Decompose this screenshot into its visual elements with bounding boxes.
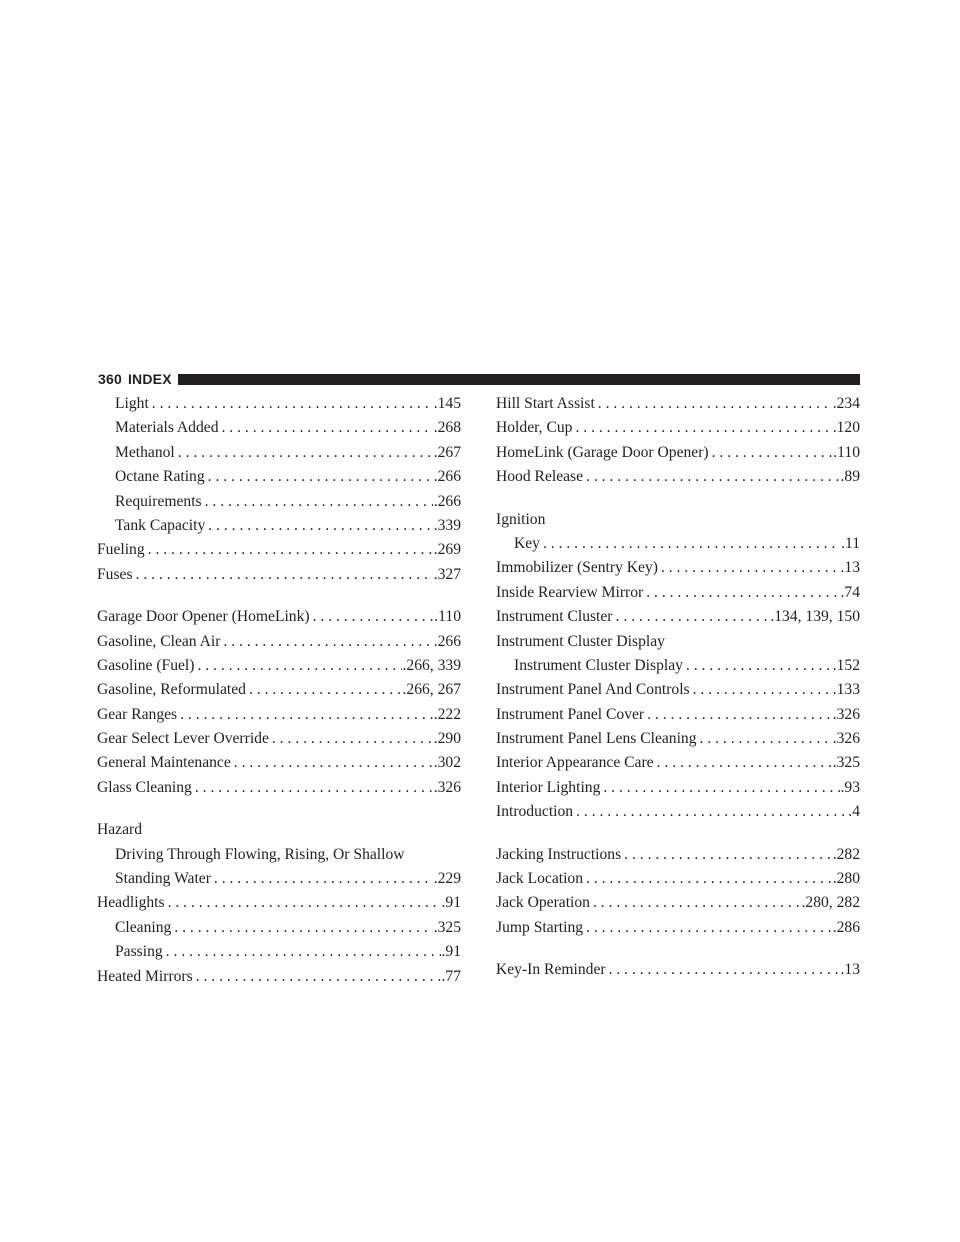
entry-page-ref: .282 bbox=[832, 845, 860, 863]
index-entry bbox=[496, 556, 860, 580]
entry-page-ref: .286 bbox=[832, 918, 860, 936]
entry-text: Inside Rearview Mirror bbox=[496, 583, 644, 601]
entry-text: Fuses bbox=[97, 565, 133, 583]
page-header bbox=[98, 371, 860, 387]
index-entry bbox=[97, 776, 461, 800]
index-entry bbox=[496, 581, 860, 605]
entry-page-ref: .120 bbox=[832, 419, 860, 437]
entry-page-ref: .91 bbox=[441, 943, 461, 961]
entry-text: Hazard bbox=[97, 821, 143, 839]
entry-text: HomeLink (Garage Door Opener) bbox=[496, 443, 709, 461]
entry-text: Jack Operation bbox=[496, 894, 590, 912]
index-entry bbox=[97, 630, 461, 654]
entry-page-ref: .229 bbox=[433, 870, 461, 888]
entry-page-ref: .266, 339 bbox=[402, 656, 461, 674]
index-entry bbox=[496, 776, 860, 800]
dot-leader bbox=[197, 654, 401, 678]
entry-page-ref: .13 bbox=[840, 559, 860, 577]
index-subentry bbox=[97, 867, 461, 891]
entry-text: Interior Appearance Care bbox=[496, 754, 654, 772]
index-entry bbox=[97, 703, 461, 727]
entry-text: Materials Added bbox=[115, 419, 219, 437]
entry-text: Jump Starting bbox=[496, 918, 584, 936]
entry-page-ref: .91 bbox=[441, 894, 461, 912]
entry-text: Gear Select Lever Override bbox=[97, 730, 269, 748]
dot-leader bbox=[624, 843, 832, 867]
entry-page-ref: .269 bbox=[433, 541, 461, 559]
entry-text: Key-In Reminder bbox=[496, 961, 606, 979]
dot-leader bbox=[195, 776, 433, 800]
dot-leader bbox=[657, 751, 832, 775]
entry-page-ref: .325 bbox=[433, 918, 461, 936]
entry-text: Gasoline, Reformulated bbox=[97, 681, 246, 699]
entry-text: Jack Location bbox=[496, 870, 584, 888]
entry-text: Glass Cleaning bbox=[97, 778, 192, 796]
index-subentry bbox=[97, 416, 461, 440]
index-subentry bbox=[97, 916, 461, 940]
index-subentry bbox=[97, 392, 461, 416]
index-column-left bbox=[97, 392, 461, 989]
index-entry bbox=[496, 916, 860, 940]
entry-text: Garage Door Opener (HomeLink) bbox=[97, 608, 310, 626]
dot-leader bbox=[575, 416, 831, 440]
entry-page-ref: .89 bbox=[840, 468, 860, 486]
dot-leader bbox=[686, 654, 832, 678]
entry-text: Gasoline (Fuel) bbox=[97, 656, 195, 674]
index-entry bbox=[496, 441, 860, 465]
entry-text: Passing bbox=[115, 943, 163, 961]
entry-page-ref: .145 bbox=[433, 395, 461, 412]
index-entry bbox=[496, 751, 860, 775]
dot-leader bbox=[712, 441, 833, 465]
index-subentry bbox=[496, 654, 860, 678]
index-entry bbox=[496, 605, 860, 629]
entry-text: Instrument Cluster Display bbox=[496, 632, 665, 650]
dot-leader bbox=[234, 751, 433, 775]
index-entry bbox=[496, 630, 860, 654]
entry-text: Key bbox=[514, 534, 540, 552]
dot-leader bbox=[313, 605, 434, 629]
section-title: INDEX bbox=[127, 371, 172, 387]
index-subentry bbox=[97, 514, 461, 538]
dot-leader bbox=[272, 727, 433, 751]
entry-page-ref: .234 bbox=[832, 395, 860, 412]
entry-text: Headlights bbox=[97, 894, 165, 912]
entry-page-ref: .133 bbox=[832, 681, 860, 699]
dot-leader bbox=[598, 392, 832, 416]
dot-leader bbox=[586, 465, 839, 489]
index-subentry bbox=[97, 441, 461, 465]
dot-leader bbox=[647, 703, 832, 727]
index-entry bbox=[496, 800, 860, 824]
entry-text: Ignition bbox=[496, 510, 546, 528]
entry-page-ref: .152 bbox=[832, 656, 860, 674]
dot-leader bbox=[223, 630, 432, 654]
dot-leader bbox=[700, 727, 832, 751]
dot-leader bbox=[586, 867, 832, 891]
entry-text: Introduction bbox=[496, 803, 574, 821]
dot-leader bbox=[205, 490, 433, 514]
index-subentry bbox=[97, 465, 461, 489]
dot-leader bbox=[168, 891, 441, 915]
dot-leader bbox=[222, 416, 433, 440]
dot-leader bbox=[174, 916, 432, 940]
entry-text: Gear Ranges bbox=[97, 705, 178, 723]
entry-page-ref: .77 bbox=[441, 967, 461, 985]
dot-leader bbox=[543, 532, 840, 556]
dot-leader bbox=[152, 392, 433, 416]
entry-page-ref: .325 bbox=[832, 754, 860, 772]
dot-leader bbox=[214, 867, 433, 891]
entry-text: Instrument Panel Cover bbox=[496, 705, 645, 723]
entry-page-ref: .339 bbox=[433, 516, 461, 534]
page-number: 360 bbox=[98, 371, 122, 387]
index-subentry bbox=[496, 532, 860, 556]
section-gap bbox=[97, 587, 461, 605]
entry-text: Interior Lighting bbox=[496, 778, 601, 796]
index-entry bbox=[496, 843, 860, 867]
index-subentry bbox=[97, 843, 461, 867]
entry-text: Jacking Instructions bbox=[496, 845, 622, 863]
section-gap bbox=[97, 800, 461, 818]
index-entry bbox=[496, 416, 860, 440]
dot-leader bbox=[178, 441, 433, 465]
dot-leader bbox=[148, 538, 433, 562]
entry-text: Instrument Cluster bbox=[496, 608, 613, 626]
entry-text: Gasoline, Clean Air bbox=[97, 632, 221, 650]
index-entry bbox=[97, 727, 461, 751]
dot-leader bbox=[249, 678, 402, 702]
section-gap bbox=[496, 490, 860, 508]
entry-page-ref: .266 bbox=[433, 632, 461, 650]
entry-text: General Maintenance bbox=[97, 754, 231, 772]
dot-leader bbox=[661, 556, 840, 580]
index-entry bbox=[496, 678, 860, 702]
entry-text: Cleaning bbox=[115, 918, 172, 936]
entry-page-ref: .326 bbox=[832, 705, 860, 723]
entry-text: Immobilizer (Sentry Key) bbox=[496, 559, 658, 577]
index-entry bbox=[97, 538, 461, 562]
index-subentry bbox=[97, 490, 461, 514]
entry-text: Light bbox=[115, 395, 149, 412]
entry-page-ref: .268 bbox=[433, 419, 461, 437]
index-column-right bbox=[496, 392, 860, 983]
index-entry bbox=[496, 727, 860, 751]
dot-leader bbox=[136, 563, 433, 587]
index-entry bbox=[97, 751, 461, 775]
entry-page-ref: .266 bbox=[433, 492, 461, 510]
entry-text: Hill Start Assist bbox=[496, 395, 595, 412]
entry-text: Hood Release bbox=[496, 468, 584, 486]
entry-page-ref: .290 bbox=[433, 730, 461, 748]
index-entry bbox=[97, 965, 461, 989]
index-entry bbox=[97, 678, 461, 702]
index-entry bbox=[97, 563, 461, 587]
entry-text: Driving Through Flowing, Rising, Or Shallow bbox=[115, 845, 405, 863]
entry-text: Tank Capacity bbox=[115, 516, 206, 534]
entry-text: Instrument Panel Lens Cleaning bbox=[496, 730, 697, 748]
entry-text: Methanol bbox=[115, 443, 175, 461]
dot-leader bbox=[593, 891, 801, 915]
entry-page-ref: .266, 267 bbox=[402, 681, 461, 699]
index-entry bbox=[496, 703, 860, 727]
entry-page-ref: .280, 282 bbox=[801, 894, 860, 912]
index-entry bbox=[496, 465, 860, 489]
entry-page-ref: .11 bbox=[841, 534, 860, 552]
dot-leader bbox=[603, 776, 839, 800]
index-entry bbox=[496, 508, 860, 532]
dot-leader bbox=[208, 514, 432, 538]
index-entry bbox=[496, 891, 860, 915]
index-entry bbox=[496, 867, 860, 891]
entry-page-ref: .280 bbox=[832, 870, 860, 888]
dot-leader bbox=[576, 800, 847, 824]
dot-leader bbox=[646, 581, 839, 605]
entry-text: Holder, Cup bbox=[496, 419, 573, 437]
entry-text: Octane Rating bbox=[115, 468, 205, 486]
entry-page-ref: .267 bbox=[433, 443, 461, 461]
entry-text: Fueling bbox=[97, 541, 145, 559]
entry-text: Heated Mirrors bbox=[97, 967, 193, 985]
entry-page-ref: .110 bbox=[833, 443, 860, 461]
section-gap bbox=[496, 940, 860, 958]
entry-text: Instrument Cluster Display bbox=[514, 656, 683, 674]
entry-page-ref: .327 bbox=[433, 565, 461, 583]
index-entry bbox=[496, 958, 860, 982]
entry-page-ref: .74 bbox=[840, 583, 860, 601]
entry-page-ref: .326 bbox=[832, 730, 860, 748]
index-entry bbox=[97, 605, 461, 629]
section-gap bbox=[496, 825, 860, 843]
entry-page-ref: .326 bbox=[433, 778, 461, 796]
entry-page-ref: .222 bbox=[433, 705, 461, 723]
dot-leader bbox=[180, 703, 433, 727]
dot-leader bbox=[609, 958, 840, 982]
entry-page-ref: .266 bbox=[433, 468, 461, 486]
index-entry bbox=[97, 818, 461, 842]
dot-leader bbox=[693, 678, 832, 702]
entry-text: Standing Water bbox=[115, 870, 211, 888]
dot-leader bbox=[616, 605, 770, 629]
entry-text: Instrument Panel And Controls bbox=[496, 681, 690, 699]
dot-leader bbox=[586, 916, 832, 940]
entry-page-ref: .110 bbox=[434, 608, 461, 626]
entry-page-ref: .134, 139, 150 bbox=[770, 608, 860, 626]
index-entry bbox=[97, 891, 461, 915]
index-entry bbox=[97, 654, 461, 678]
entry-page-ref: .13 bbox=[840, 961, 860, 979]
entry-page-ref: .93 bbox=[840, 778, 860, 796]
dot-leader bbox=[208, 465, 433, 489]
entry-text: Requirements bbox=[115, 492, 202, 510]
entry-page-ref: .4 bbox=[848, 803, 860, 821]
index-entry bbox=[496, 392, 860, 416]
dot-leader bbox=[166, 940, 441, 964]
entry-page-ref: .302 bbox=[433, 754, 461, 772]
header-rule bbox=[178, 374, 860, 385]
index-subentry bbox=[97, 940, 461, 964]
dot-leader bbox=[196, 965, 441, 989]
